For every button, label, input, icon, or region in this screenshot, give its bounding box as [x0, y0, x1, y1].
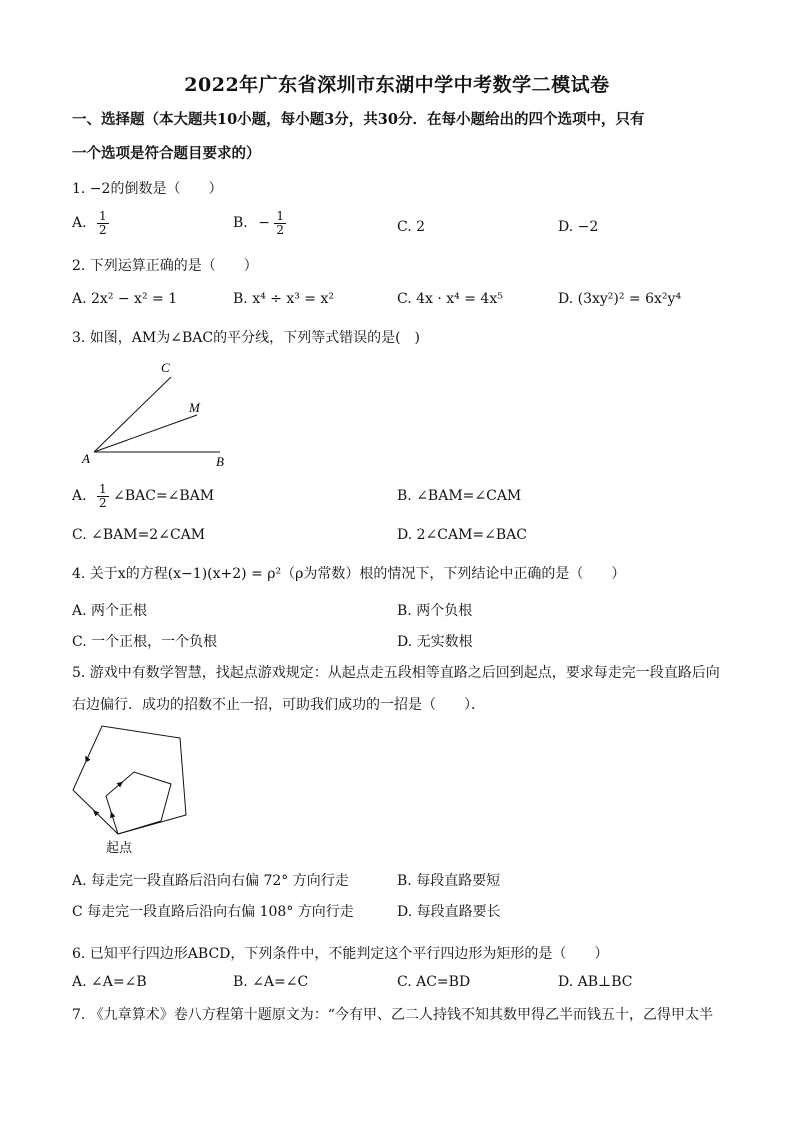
question-2-option-c: C. 4x · x⁴ = 4x⁵ [397, 291, 503, 307]
question-2-option-b: B. x⁴ ÷ x³ = x² [233, 291, 334, 307]
question-5-stem-line1: 5. 游戏中有数学智慧，找起点游戏规定：从起点走五段相等直路之后回到起点，要求每走完一段直路后向 [72, 665, 720, 681]
question-6-option-c: C. AC=BD [397, 974, 471, 990]
question-3-stem: 3. 如图，AM为∠BAC的平分线，下列等式错误的是( ) [72, 330, 421, 346]
question-2-stem: 2. 下列运算正确的是（ ） [72, 258, 258, 274]
question-3-option-a [72, 483, 214, 509]
fraction-denominator: 2 [276, 222, 285, 237]
fraction-denominator: 2 [99, 222, 107, 237]
point-label-b: B [216, 454, 224, 469]
question-6-stem: 6. 已知平行四边形ABCD，下列条件中，不能判定这个平行四边形为矩形的是（ ） [72, 946, 609, 962]
question-4-option-a: A. 两个正根 [72, 603, 148, 619]
question-4-option-c: C. 一个正根，一个负根 [72, 634, 218, 650]
direction-arrow [120, 783, 121, 784]
fraction [274, 210, 286, 236]
question-4-option-d: D. 无实数根 [397, 634, 473, 650]
point-label-a: A [82, 451, 90, 466]
question-7-stem: 7. 《九章算术》卷八方程第十题原文为：“今有甲、乙二人持钱不知其数甲得乙半而钱五十，乙得甲太半 [72, 1007, 713, 1023]
question-1-option-b [233, 210, 286, 236]
page-title: 2022年广东省深圳市东湖中学中考数学二模试卷 [184, 74, 610, 96]
option-text: ∠BAC=∠BAM [113, 488, 215, 505]
question-6-option-a: A. ∠A=∠B [72, 974, 147, 990]
question-3-option-b: B. ∠BAM=∠CAM [397, 488, 522, 504]
start-point-pentagon-figure [66, 716, 206, 860]
question-2-option-a: A. 2x² − x² = 1 [72, 291, 178, 307]
fraction-numerator: 1 [99, 209, 107, 223]
angle-bisector-figure [72, 355, 242, 473]
fraction-numerator: 1 [99, 482, 107, 496]
question-5-stem-line2: 右边偏行．成功的招数不止一招，可助我们成功的一招是（ ）． [72, 697, 485, 713]
question-2-option-d: D. (3xy²)² = 6x²y⁴ [558, 291, 682, 307]
question-5-option-c: C 每走完一段直路后沿向右偏 108° 方向行走 [72, 904, 354, 920]
fraction [97, 483, 109, 509]
question-3-option-c: C. ∠BAM=2∠CAM [72, 527, 206, 543]
question-6-option-b: B. ∠A=∠C [233, 974, 309, 990]
fraction [97, 210, 109, 236]
section-header-line2: 一个选项是符合题目要求的） [72, 145, 261, 162]
question-1-option-a [72, 210, 109, 236]
question-4-option-b: B. 两个负根 [397, 603, 473, 619]
question-5-option-d: D. 每段直路要长 [397, 904, 501, 920]
option-label: A. [72, 488, 87, 505]
section-header-line1: 一、选择题（本大题共10小题，每小题3分，共30分．在每小题给出的四个选项中，只有 [72, 111, 645, 128]
question-1-option-c: C. 2 [397, 219, 426, 235]
option-label: A. [72, 215, 87, 232]
ray-ac [94, 377, 171, 452]
question-1-option-d: D. −2 [558, 219, 599, 235]
question-1-stem: 1. −2的倒数是（ ） [72, 181, 223, 197]
option-label: B. [233, 215, 248, 232]
question-3-option-d: D. 2∠CAM=∠BAC [397, 527, 527, 543]
outer-pentagon [73, 726, 186, 834]
question-6-option-d: D. AB⊥BC [558, 974, 633, 990]
direction-arrow [95, 812, 96, 813]
point-label-c: C [161, 360, 170, 375]
question-4-stem: 4. 关于x的方程(x−1)(x+2) = ρ²（ρ为常数）根的情况下，下列结论中正确的是（ ） [72, 566, 626, 582]
point-label-m: M [189, 400, 200, 415]
start-point-label: 起点 [106, 840, 133, 855]
ray-am [94, 415, 197, 452]
fraction-denominator: 2 [99, 495, 107, 510]
fraction-numerator: 1 [276, 209, 285, 223]
question-5-option-b: B. 每段直路要短 [397, 873, 501, 889]
minus-sign: − [258, 215, 270, 232]
inner-pentagon [106, 772, 171, 834]
question-5-option-a: A. 每走完一段直路后沿向右偏 72° 方向行走 [72, 873, 349, 889]
direction-arrow [87, 758, 88, 759]
